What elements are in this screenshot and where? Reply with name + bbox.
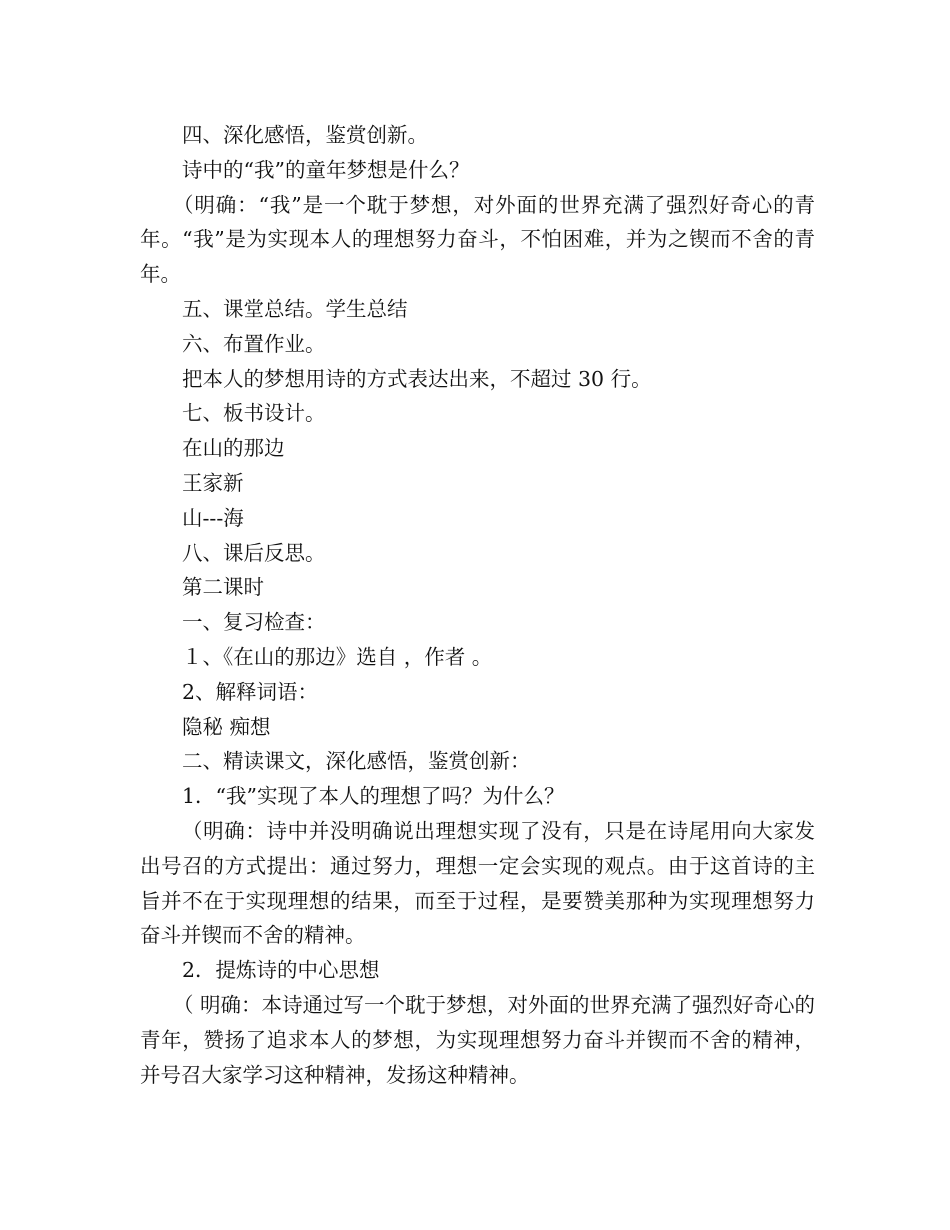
document-body (140, 118, 815, 1092)
answer-paragraph: （明确：“我”是一个耽于梦想，对外面的世界充满了强烈好奇心的青年。“我”是为实现本人的理想努力奋斗，不怕困难，并为之锲而不舍的青年。 (140, 192, 815, 287)
board-keywords: 山---海 (182, 505, 244, 530)
review-item-2: 2、解释词语： (182, 679, 319, 704)
review-heading: 一、复习检查： (182, 610, 326, 635)
reading-question-2: 2．提炼诗的中心思想 (182, 958, 380, 983)
section-heading-7: 七、板书设计。 (182, 401, 326, 426)
homework-paragraph: 把本人的梦想用诗的方式表达出来，不超过 30 行。 (182, 366, 652, 391)
section-heading-8: 八、课后反思。 (182, 540, 326, 565)
reading-question-1: 1．“我”实现了本人的理想了吗？为什么？ (182, 784, 565, 809)
review-item-1: １、《在山的那边》选自 ，作者 。 (182, 644, 493, 669)
board-author: 王家新 (182, 470, 244, 495)
lesson-heading: 第二课时 (182, 575, 264, 600)
question-paragraph: 诗中的“我”的童年梦想是什么？ (182, 157, 470, 182)
vocabulary-words: 隐秘 痴想 (182, 714, 271, 739)
section-heading-6: 六、布置作业。 (182, 331, 326, 356)
board-title: 在山的那边 (182, 436, 285, 461)
reading-answer-2: （ 明确：本诗通过写一个耽于梦想，对外面的世界充满了强烈好奇心的青年，赞扬了追求本人的梦想，为实现理想努力奋斗并锲而不舍的精神，并号召大家学习这种精神，发扬这种精神。 (140, 992, 816, 1087)
reading-heading: 二、精读课文，深化感悟，鉴赏创新： (182, 749, 531, 774)
section-heading-5: 五、课堂总结。学生总结 (182, 296, 408, 321)
section-heading-4: 四、深化感悟，鉴赏创新。 (182, 123, 428, 147)
reading-answer-1: （明确：诗中并没明确说出理想实现了没有，只是在诗尾用向大家发出号召的方式提出：通过努力，理想一定会实现的观点。由于这首诗的主旨并不在于实现理想的结果，而至于过程，是要赞美那种为实现理想努力奋斗并锲而不舍的精神。 (140, 818, 815, 948)
